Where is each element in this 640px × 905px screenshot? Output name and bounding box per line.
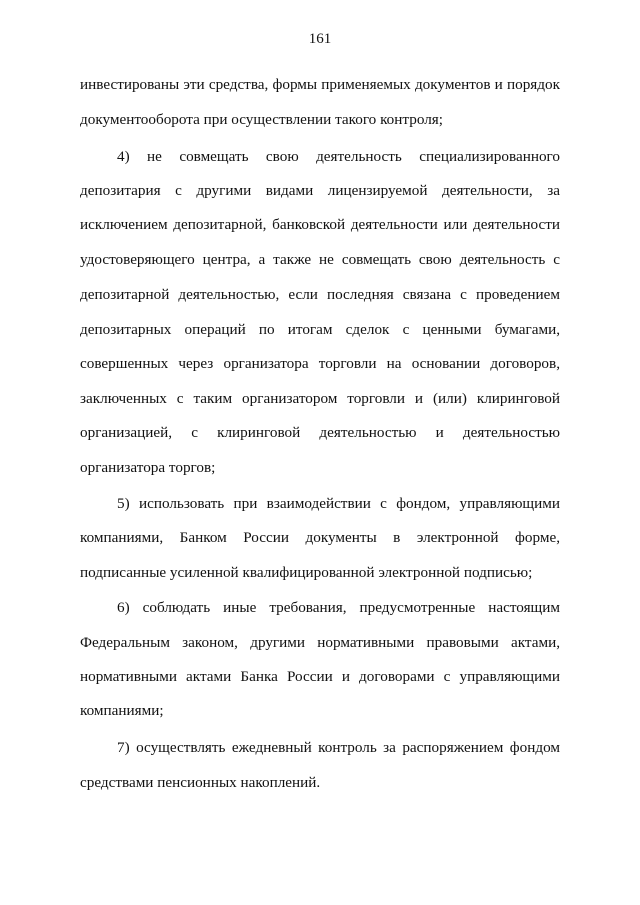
text-line: заключенных с таким организатором торговли и (или) клиринговой (80, 390, 560, 407)
text-line: исключением депозитарной, банковской деятельности или деятельности (80, 216, 560, 233)
text-line: организацией, с клиринговой деятельностью и деятельностью (80, 424, 560, 441)
text-line: подписанные усиленной квалифицированной электронной подписью; (80, 564, 533, 581)
text-line: депозитарной деятельностью, если последняя связана с проведением (80, 286, 560, 303)
text-line: удостоверяющего центра, а также не совмещать свою деятельность с (80, 251, 560, 268)
text-line: документооборота при осуществлении такого контроля; (80, 111, 443, 128)
text-line: инвестированы эти средства, формы применяемых документов и порядок (80, 76, 560, 93)
text-line: компаниями; (80, 702, 164, 719)
text-line: компаниями, Банком России документы в электронной форме, (80, 529, 560, 546)
paragraph-7-start: 7) осуществлять ежедневный контроль за распоряжением фондом (117, 739, 560, 756)
text-line: депозитарных операций по итогам сделок с ценными бумагами, (80, 321, 560, 338)
paragraph-6-start: 6) соблюдать иные требования, предусмотренные настоящим (117, 599, 560, 616)
text-line: организатора торгов; (80, 459, 216, 476)
text-line: совершенных через организатора торговли на основании договоров, (80, 355, 560, 372)
paragraph-5-start: 5) использовать при взаимодействии с фондом, управляющими (117, 495, 560, 512)
text-line: депозитария с другими видами лицензируемой деятельности, за (80, 182, 560, 199)
text-line: средствами пенсионных накоплений. (80, 774, 321, 791)
text-line: нормативными актами Банка России и договорами с управляющими (80, 668, 560, 685)
paragraph-4-start: 4) не совмещать свою деятельность специализированного (117, 148, 560, 165)
text-line: Федеральным законом, другими нормативными правовыми актами, (80, 634, 560, 651)
page-number: 161 (308, 31, 332, 47)
